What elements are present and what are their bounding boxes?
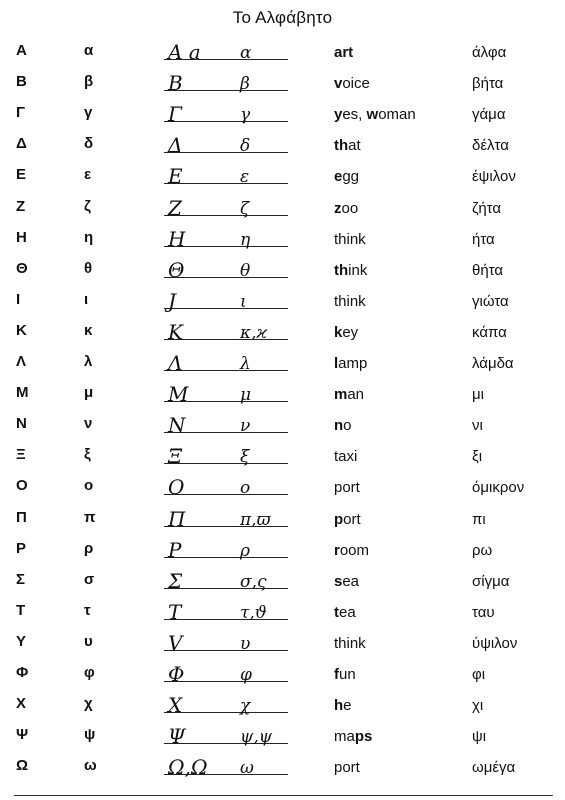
pronunciation-highlight: s — [334, 572, 343, 590]
writing-baseline — [164, 215, 288, 216]
handwritten-uppercase: Λ — [168, 351, 183, 375]
handwritten-lowercase: ω — [240, 758, 254, 779]
pronunciation-rest: un — [339, 666, 356, 683]
handwritten-uppercase: V — [168, 630, 183, 655]
pronunciation-word — [334, 542, 369, 559]
uppercase-letter: Γ — [16, 104, 26, 122]
pronunciation-highlight: z — [334, 199, 342, 217]
lowercase-letter: μ — [84, 384, 94, 402]
pronunciation-word — [334, 324, 358, 341]
handwritten-uppercase: P — [168, 537, 182, 562]
letter-name: όμικρον — [472, 479, 525, 497]
letter-name: θήτα — [472, 261, 504, 279]
handwritten-lowercase: γ — [240, 105, 251, 126]
handwritten-uppercase: J — [168, 288, 177, 313]
pronunciation-rest: ea — [339, 603, 356, 621]
pronunciation-word — [334, 448, 357, 465]
table-row — [0, 567, 565, 598]
handwritten-uppercase: Π — [168, 506, 186, 531]
lowercase-letter: ε — [84, 166, 92, 184]
handwritten-uppercase: A a — [168, 40, 201, 64]
lowercase-letter: θ — [84, 259, 93, 277]
handwritten-letters — [158, 753, 288, 784]
table-row — [0, 536, 565, 567]
table-row — [0, 660, 565, 691]
pronunciation-rest: o — [343, 417, 352, 435]
lowercase-letter: π — [84, 508, 96, 526]
pronunciation-word — [334, 44, 353, 61]
writing-baseline — [164, 588, 288, 589]
pronunciation-rest: amp — [338, 355, 368, 372]
pronunciation-word — [334, 262, 367, 279]
lowercase-letter: τ — [84, 601, 91, 619]
pronunciation-word — [334, 759, 360, 776]
handwritten-lowercase: ρ — [240, 540, 250, 561]
letter-name: νι — [472, 417, 483, 435]
handwritten-uppercase: N — [168, 413, 186, 438]
letter-name: ήτα — [472, 230, 495, 248]
lowercase-letter: ζ — [84, 197, 91, 215]
handwritten-lowercase: ν — [240, 416, 251, 437]
pronunciation-word — [334, 231, 366, 248]
handwritten-uppercase: Z — [168, 195, 182, 220]
uppercase-letter: Η — [16, 228, 27, 246]
pronunciation-highlight: v — [334, 75, 343, 93]
handwritten-letters — [158, 473, 288, 504]
writing-baseline — [164, 463, 288, 464]
table-row — [0, 753, 565, 784]
table-row — [0, 380, 565, 411]
pronunciation-word — [334, 635, 366, 652]
handwritten-letters — [158, 442, 288, 473]
pronunciation-rest: oice — [342, 75, 370, 93]
uppercase-letter: Δ — [16, 135, 27, 153]
letter-name: γάμα — [472, 106, 506, 124]
table-row — [0, 38, 565, 69]
handwritten-letters — [158, 505, 288, 536]
bottom-divider — [14, 795, 553, 796]
lowercase-letter: λ — [84, 353, 93, 370]
uppercase-letter: Α — [16, 42, 27, 59]
handwritten-letters — [158, 722, 288, 753]
handwritten-uppercase: Δ — [168, 133, 183, 158]
writing-baseline — [164, 650, 288, 651]
uppercase-letter: Ι — [16, 290, 21, 308]
lowercase-letter: φ — [84, 664, 95, 681]
letter-name: ψι — [472, 728, 487, 746]
pronunciation-rest: taxi — [334, 448, 358, 466]
handwritten-lowercase: β — [240, 74, 250, 95]
handwritten-letters — [158, 194, 288, 225]
letter-name: μι — [472, 386, 484, 404]
pronunciation-highlight: th — [334, 137, 349, 155]
pronunciation-rest: es, — [342, 106, 367, 124]
pronunciation-word — [334, 417, 352, 434]
writing-baseline — [164, 121, 288, 122]
uppercase-letter: Θ — [16, 259, 28, 277]
handwritten-uppercase: H — [168, 226, 186, 251]
handwritten-letters — [158, 69, 288, 100]
pronunciation-rest: think — [334, 230, 366, 248]
handwritten-lowercase: η — [240, 229, 251, 250]
handwritten-uppercase: Ω,Ω — [168, 755, 208, 780]
uppercase-letter: Ζ — [16, 197, 26, 215]
pronunciation-word — [334, 666, 356, 683]
table-row — [0, 349, 565, 380]
pronunciation-highlight: k — [334, 323, 343, 341]
pronunciation-highlight: f — [334, 666, 339, 683]
handwritten-letters — [158, 100, 288, 131]
pronunciation-highlight: th — [334, 261, 349, 279]
writing-baseline — [164, 370, 288, 371]
pronunciation-highlight: y — [334, 106, 343, 124]
table-row — [0, 411, 565, 442]
pronunciation-highlight: a — [334, 44, 343, 61]
uppercase-letter: Ρ — [16, 539, 27, 557]
pronunciation-word — [334, 479, 360, 496]
lowercase-letter: ξ — [84, 446, 91, 464]
letter-name: φι — [472, 666, 486, 683]
lowercase-letter: χ — [84, 695, 93, 713]
letter-name: κάπα — [472, 323, 507, 341]
handwritten-lowercase: ζ — [240, 198, 250, 219]
uppercase-letter: Ω — [16, 757, 29, 775]
pronunciation-word — [334, 386, 364, 403]
uppercase-letter: Ο — [16, 477, 28, 495]
handwritten-letters — [158, 318, 288, 349]
lowercase-letter: κ — [84, 321, 93, 339]
handwritten-letters — [158, 660, 288, 691]
letter-name: ρω — [472, 541, 493, 559]
pronunciation-word — [334, 137, 361, 154]
handwritten-letters — [158, 629, 288, 660]
uppercase-letter: Ψ — [16, 726, 29, 744]
handwritten-uppercase: O — [168, 475, 185, 500]
uppercase-letter: Ε — [16, 166, 27, 184]
uppercase-letter: Β — [16, 73, 27, 91]
table-row — [0, 287, 565, 318]
handwritten-letters — [158, 567, 288, 598]
pronunciation-highlight: l — [334, 355, 339, 372]
table-row — [0, 69, 565, 100]
handwritten-lowercase: λ — [240, 354, 251, 374]
pronunciation-highlight: p — [334, 510, 344, 528]
lowercase-letter: δ — [84, 135, 94, 153]
table-row — [0, 473, 565, 504]
pronunciation-rest: e — [343, 697, 352, 715]
pronunciation-word — [334, 573, 359, 590]
table-row — [0, 318, 565, 349]
handwritten-uppercase: M — [168, 382, 189, 407]
handwritten-uppercase: Ψ — [168, 724, 186, 749]
pronunciation-word — [334, 200, 358, 217]
table-row — [0, 131, 565, 162]
handwritten-letters — [158, 598, 288, 629]
uppercase-letter: Τ — [16, 601, 26, 619]
handwritten-lowercase: ψ,ψ — [240, 727, 273, 748]
handwritten-uppercase: Φ — [168, 662, 185, 686]
letter-name: έψιλον — [472, 168, 516, 186]
table-row — [0, 722, 565, 753]
letter-name: σίγμα — [472, 572, 510, 590]
pronunciation-rest: ea — [342, 572, 360, 590]
letter-name: ύψιλον — [472, 634, 518, 652]
lowercase-letter: ψ — [84, 726, 96, 744]
table-row — [0, 225, 565, 256]
handwritten-lowercase: σ,ς — [240, 571, 267, 592]
handwritten-letters — [158, 349, 288, 380]
handwritten-uppercase: Σ — [168, 568, 183, 593]
handwritten-uppercase: B — [168, 71, 183, 96]
pronunciation-highlight-tail: ps — [354, 728, 373, 746]
pronunciation-rest: port — [334, 479, 360, 497]
handwritten-letters — [158, 380, 288, 411]
pronunciation-highlight: t — [334, 603, 339, 621]
handwritten-uppercase: Ξ — [168, 444, 183, 469]
lowercase-letter: ο — [84, 477, 94, 495]
handwritten-lowercase: χ — [240, 696, 251, 717]
lowercase-letter: σ — [84, 570, 95, 588]
letter-name: ωμέγα — [472, 759, 516, 777]
handwritten-lowercase: τ,ϑ — [240, 602, 267, 623]
lowercase-letter: β — [84, 73, 94, 91]
uppercase-letter: Ξ — [16, 446, 26, 464]
handwritten-letters — [158, 131, 288, 162]
lowercase-letter: ω — [84, 757, 97, 775]
pronunciation-highlight: h — [334, 697, 344, 715]
handwritten-letters — [158, 38, 288, 69]
handwritten-lowercase: α — [240, 43, 252, 63]
handwritten-letters — [158, 225, 288, 256]
handwritten-lowercase: κ,ϰ — [240, 322, 268, 343]
pronunciation-word — [334, 728, 372, 745]
writing-baseline — [164, 308, 288, 309]
handwritten-lowercase: ξ — [240, 447, 250, 468]
table-row — [0, 691, 565, 722]
letter-name: πι — [472, 510, 486, 528]
handwritten-letters — [158, 691, 288, 722]
pronunciation-highlight: e — [334, 168, 343, 186]
handwritten-letters — [158, 256, 288, 287]
handwritten-lowercase: ι — [240, 291, 247, 312]
lowercase-letter: ν — [84, 415, 93, 433]
pronunciation-rest: think — [334, 634, 366, 652]
pronunciation-rest: ey — [342, 323, 359, 341]
handwritten-uppercase: T — [168, 599, 182, 624]
pronunciation-word — [334, 604, 356, 621]
table-row — [0, 194, 565, 225]
handwritten-lowercase: δ — [240, 136, 251, 157]
pronunciation-word — [334, 293, 366, 310]
pronunciation-rest: think — [334, 292, 366, 310]
handwritten-uppercase: X — [168, 693, 183, 718]
handwritten-uppercase: K — [168, 319, 183, 344]
handwritten-lowercase: π,ϖ — [240, 509, 271, 530]
pronunciation-word — [334, 106, 416, 123]
pronunciation-rest: an — [347, 386, 365, 404]
page-title: Το Αλφάβητο — [232, 8, 333, 27]
letter-name: ξι — [472, 448, 483, 466]
handwritten-lowercase: μ — [240, 385, 252, 406]
pronunciation-rest: at — [348, 137, 361, 155]
uppercase-letter: Λ — [16, 353, 27, 370]
handwritten-lowercase: o — [240, 478, 251, 499]
lowercase-letter: α — [84, 42, 94, 59]
table-row — [0, 598, 565, 629]
letter-name: λάμδα — [472, 355, 514, 372]
uppercase-letter: Μ — [16, 384, 29, 402]
handwritten-letters — [158, 287, 288, 318]
pronunciation-rest: ma — [334, 728, 355, 746]
pronunciation-highlight: r — [334, 541, 340, 559]
pronunciation-tail-rest: oman — [378, 106, 416, 124]
handwritten-letters — [158, 536, 288, 567]
lowercase-letter: ρ — [84, 539, 94, 557]
letter-name: χι — [472, 697, 484, 715]
uppercase-letter: Σ — [16, 570, 26, 588]
pronunciation-word — [334, 355, 367, 372]
table-row — [0, 629, 565, 660]
letter-name: άλφα — [472, 44, 507, 61]
handwritten-uppercase: Θ — [168, 257, 185, 282]
table-row — [0, 162, 565, 193]
pronunciation-rest: ort — [343, 510, 361, 528]
letter-name: ζήτα — [472, 199, 502, 217]
handwritten-lowercase: ε — [240, 167, 250, 188]
writing-baseline — [164, 557, 288, 558]
pronunciation-word — [334, 697, 352, 714]
uppercase-letter: Φ — [16, 664, 29, 681]
letter-name: βήτα — [472, 75, 504, 93]
pronunciation-highlight: m — [334, 386, 348, 404]
pronunciation-word — [334, 75, 370, 92]
table-row — [0, 505, 565, 536]
letter-name: γιώτα — [472, 292, 509, 310]
pronunciation-rest: oom — [339, 541, 370, 559]
pronunciation-word — [334, 168, 359, 185]
handwritten-lowercase: θ — [240, 260, 251, 281]
pronunciation-rest: oo — [341, 199, 359, 217]
uppercase-letter: Ν — [16, 415, 27, 433]
letter-name: δέλτα — [472, 137, 509, 155]
pronunciation-rest: ink — [348, 261, 368, 279]
lowercase-letter: γ — [84, 104, 93, 122]
handwritten-letters — [158, 162, 288, 193]
writing-baseline — [164, 712, 288, 713]
lowercase-letter: η — [84, 228, 94, 246]
pronunciation-rest: port — [334, 759, 360, 777]
writing-baseline — [164, 152, 288, 153]
handwritten-lowercase: φ — [240, 665, 252, 685]
uppercase-letter: Χ — [16, 695, 27, 713]
handwritten-uppercase: E — [168, 164, 183, 189]
pronunciation-word — [334, 511, 361, 528]
table-row — [0, 100, 565, 131]
handwritten-letters — [158, 411, 288, 442]
letter-name: ταυ — [472, 603, 495, 621]
uppercase-letter: Υ — [16, 632, 27, 650]
lowercase-letter: υ — [84, 632, 93, 650]
pronunciation-highlight-2: rt — [342, 44, 354, 61]
lowercase-letter: ι — [84, 290, 89, 308]
handwritten-uppercase: Γ — [168, 102, 182, 127]
handwritten-lowercase: υ — [240, 633, 251, 654]
uppercase-letter: Π — [16, 508, 27, 526]
pronunciation-rest: gg — [342, 168, 360, 186]
uppercase-letter: Κ — [16, 321, 27, 339]
table-row — [0, 442, 565, 473]
table-row — [0, 256, 565, 287]
pronunciation-highlight-tail: w — [366, 106, 379, 124]
writing-baseline — [164, 619, 288, 620]
pronunciation-highlight: n — [334, 417, 344, 435]
